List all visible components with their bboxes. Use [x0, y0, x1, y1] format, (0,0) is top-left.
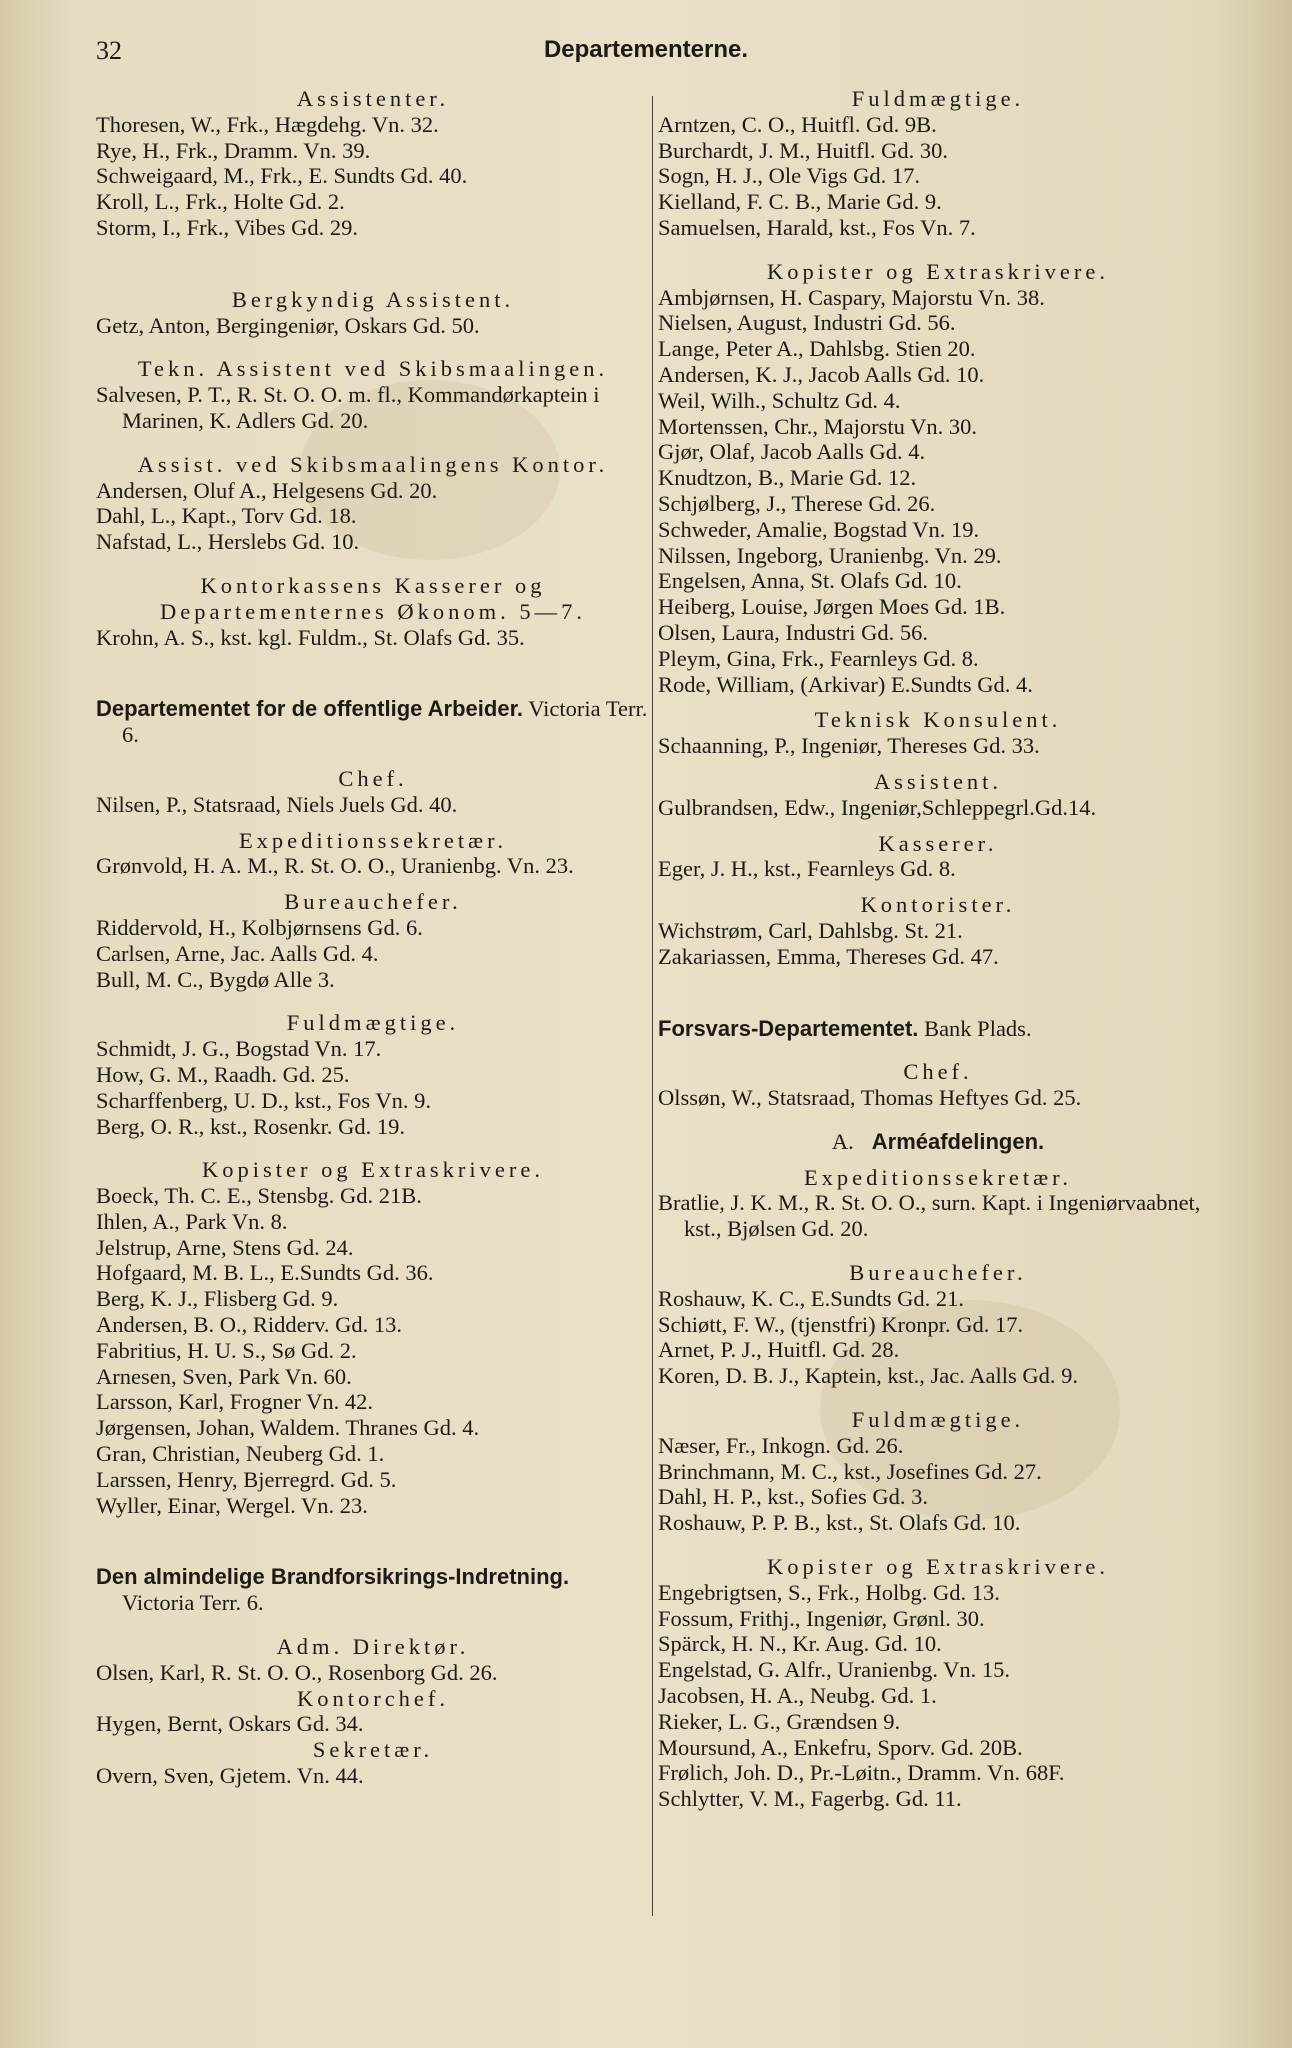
- directory-entry: Wyller, Einar, Wergel. Vn. 23.: [96, 1492, 368, 1518]
- directory-entry: Fabritius, H. U. S., Sø Gd. 2.: [96, 1337, 357, 1363]
- directory-entry: Eger, J. H., kst., Fearnleys Gd. 8.: [658, 856, 956, 882]
- section-heading: Kopister og Extraskrivere.: [766, 258, 1110, 284]
- directory-entry: Pleym, Gina, Frk., Fearnleys Gd. 8.: [658, 645, 979, 671]
- directory-entry: Roshauw, K. C., E.Sundts Gd. 21.: [658, 1285, 965, 1311]
- subdivision-heading: [658, 1129, 1218, 1155]
- spacer: [96, 555, 650, 573]
- directory-entry: Heiberg, Louise, Jørgen Moes Gd. 1B.: [658, 594, 1006, 620]
- directory-entry: Schjølberg, J., Therese Gd. 26.: [658, 490, 936, 516]
- section-heading: Sekretær.: [312, 1737, 434, 1763]
- directory-entry: Larsson, Karl, Frogner Vn. 42.: [96, 1389, 374, 1415]
- section-heading: Expeditionssekretær.: [238, 827, 508, 853]
- directory-entry: Gulbrandsen, Edw., Ingeniør,Schleppegrl.Gd.14.: [658, 794, 1097, 820]
- section-heading: Chef.: [338, 765, 408, 791]
- department-heading: [658, 1016, 1218, 1042]
- directory-entry: Schweigaard, M., Frk., E. Sundts Gd. 40.: [96, 163, 468, 189]
- directory-entry: Salvesen, P. T., R. St. O. O. m. fl., Kommandørkaptein i Marinen, K. Adlers Gd. 20.: [96, 382, 600, 433]
- directory-entry: Weil, Wilh., Schultz Gd. 4.: [658, 387, 901, 413]
- directory-entry: Grønvold, H. A. M., R. St. O. O., Uranienbg. Vn. 23.: [96, 853, 574, 879]
- directory-entry: Schiøtt, F. W., (tjenstfri) Kronpr. Gd. 17.: [658, 1311, 1024, 1337]
- spacer: [96, 992, 650, 1010]
- directory-entry: Berg, K. J., Flisberg Gd. 9.: [96, 1286, 339, 1312]
- spacer: [658, 1111, 1218, 1129]
- left-column: [96, 86, 650, 1789]
- section-heading: Kontorchef.: [296, 1685, 450, 1711]
- directory-entry: Knudtzon, B., Marie Gd. 12.: [658, 465, 917, 491]
- subdivision-letter: A.: [831, 1128, 854, 1154]
- directory-entry: Thoresen, W., Frk., Hægdehg. Vn. 32.: [96, 111, 439, 137]
- department-title: Departementet for de offentlige Arbeider.: [96, 696, 524, 722]
- directory-entry: Wichstrøm, Carl, Dahlsbg. St. 21.: [658, 917, 963, 943]
- section-heading: Fuldmægtige.: [286, 1010, 460, 1036]
- section-heading: Fuldmægtige.: [851, 1407, 1025, 1433]
- section-heading: Teknisk Konsulent.: [814, 707, 1062, 733]
- spacer: [658, 970, 1218, 1016]
- directory-entry: Rye, H., Frk., Dramm. Vn. 39.: [96, 137, 371, 163]
- directory-entry: Roshauw, P. P. B., kst., St. Olafs Gd. 10.: [658, 1510, 1021, 1536]
- section-heading: Assist. ved Skibsmaalingens Kontor.: [137, 451, 609, 477]
- directory-entry: Nafstad, L., Herslebs Gd. 10.: [96, 529, 360, 555]
- directory-entry: Schlytter, V. M., Fagerbg. Gd. 11.: [658, 1786, 962, 1812]
- directory-entry: Arntzen, C. O., Huitfl. Gd. 9B.: [658, 111, 937, 137]
- directory-entry: Rieker, L. G., Grændsen 9.: [658, 1708, 901, 1734]
- directory-entry: Hygen, Bernt, Oskars Gd. 34.: [96, 1711, 364, 1737]
- spacer: [658, 1155, 1218, 1165]
- section-heading: Kopister og Extraskrivere.: [766, 1554, 1110, 1580]
- directory-entry: Nielsen, August, Industri Gd. 56.: [658, 310, 956, 336]
- directory-entry: Boeck, Th. C. E., Stensbg. Gd. 21B.: [96, 1183, 422, 1209]
- directory-entry: Storm, I., Frk., Vibes Gd. 29.: [96, 214, 358, 240]
- directory-entry: Burchardt, J. M., Huitfl. Gd. 30.: [658, 137, 948, 163]
- directory-entry: Sogn, H. J., Ole Vigs Gd. 17.: [658, 163, 921, 189]
- directory-entry: Frølich, Joh. D., Pr.-Løitn., Dramm. Vn. 68F.: [658, 1760, 1065, 1786]
- directory-entry: Rode, William, (Arkivar) E.Sundts Gd. 4.: [658, 671, 1033, 697]
- directory-entry: Bull, M. C., Bygdø Alle 3.: [96, 966, 335, 992]
- spacer: [658, 1041, 1218, 1059]
- directory-entry: Olssøn, W., Statsraad, Thomas Heftyes Gd. 25.: [658, 1085, 1082, 1111]
- spacer: [96, 1139, 650, 1157]
- directory-entry: Fossum, Frithj., Ingeniør, Grønl. 30.: [658, 1605, 985, 1631]
- spacer: [658, 821, 1218, 831]
- directory-entry: Krohn, A. S., kst. kgl. Fuldm., St. Olafs Gd. 35.: [96, 624, 525, 650]
- directory-entry: How, G. M., Raadh. Gd. 25.: [96, 1061, 350, 1087]
- directory-entry: Andersen, K. J., Jacob Aalls Gd. 10.: [658, 361, 985, 387]
- directory-entry: Nilssen, Ingeborg, Uranienbg. Vn. 29.: [658, 542, 1002, 568]
- directory-entry: Olsen, Laura, Industri Gd. 56.: [658, 619, 928, 645]
- section-heading: Fuldmægtige.: [851, 86, 1025, 111]
- section-heading: Kontorister.: [860, 892, 1016, 918]
- spacer: [96, 879, 650, 889]
- directory-entry: Jacobsen, H. A., Neubg. Gd. 1.: [658, 1683, 937, 1709]
- directory-entry: Andersen, Oluf A., Helgesens Gd. 20.: [96, 477, 438, 503]
- directory-entry: Getz, Anton, Bergingeniør, Oskars Gd. 50.: [96, 312, 480, 338]
- directory-entry: Nilsen, P., Statsraad, Niels Juels Gd. 40.: [96, 791, 458, 817]
- directory-entry: Lange, Peter A., Dahlsbg. Stien 20.: [658, 336, 976, 362]
- directory-entry: Brinchmann, M. C., kst., Josefines Gd. 27.: [658, 1458, 1042, 1484]
- section-heading: Kasserer.: [878, 830, 998, 856]
- spacer: [658, 241, 1218, 259]
- directory-entry: Jelstrup, Arne, Stens Gd. 24.: [96, 1234, 354, 1260]
- directory-entry: Engebrigtsen, S., Frk., Holbg. Gd. 13.: [658, 1579, 1000, 1605]
- directory-entry: Berg, O. R., kst., Rosenkr. Gd. 19.: [96, 1113, 405, 1139]
- directory-entry: Dahl, H. P., kst., Sofies Gd. 3.: [658, 1484, 929, 1510]
- section-heading: Bergkyndig Assistent.: [231, 286, 515, 312]
- subdivision-name: Arméafdelingen.: [871, 1128, 1045, 1154]
- directory-entry: Arnesen, Sven, Park Vn. 60.: [96, 1363, 352, 1389]
- directory-entry: Dahl, L., Kapt., Torv Gd. 18.: [96, 503, 357, 529]
- section-heading: Chef.: [903, 1059, 973, 1085]
- directory-entry: Olsen, Karl, R. St. O. O., Rosenborg Gd. 26.: [96, 1659, 498, 1685]
- department-address: Victoria Terr. 6.: [122, 696, 648, 748]
- spacer: [96, 241, 650, 287]
- directory-entry: Bratlie, J. K. M., R. St. O. O., surn. Kapt. i Ingeniørvaabnet, kst., Bjølsen Gd. 20.: [658, 1190, 1201, 1242]
- directory-entry: Mortenssen, Chr., Majorstu Vn. 30.: [658, 413, 977, 439]
- directory-entry: Arnet, P. J., Huitfl. Gd. 28.: [658, 1337, 900, 1363]
- section-heading: Assistenter.: [296, 86, 450, 111]
- column-divider: [652, 96, 653, 1916]
- spacer: [658, 1536, 1218, 1554]
- department-title: Den almindelige Brandforsikrings-Indretning.: [96, 1564, 570, 1590]
- department-title: Forsvars-Departementet.: [658, 1015, 919, 1041]
- page-number: 32: [96, 36, 122, 65]
- section-heading: Tekn. Assistent ved Skibsmaalingen.: [137, 356, 609, 382]
- directory-entry: Jørgensen, Johan, Waldem. Thranes Gd. 4.: [96, 1415, 480, 1441]
- directory-entry: Engelsen, Anna, St. Olafs Gd. 10.: [658, 568, 962, 594]
- spacer: [96, 650, 650, 696]
- section-heading: Kontorkassens Kasserer og Departementernes Økonom. 5—7.: [160, 572, 586, 624]
- department-heading: [96, 696, 650, 748]
- spacer: [658, 697, 1218, 707]
- directory-entry: Moursund, A., Enkefru, Sporv. Gd. 20B.: [658, 1734, 1023, 1760]
- directory-entry: Schaanning, P., Ingeniør, Thereses Gd. 33.: [658, 733, 1040, 759]
- directory-entry: Spärck, H. N., Kr. Aug. Gd. 10.: [658, 1631, 942, 1657]
- running-head: Departementerne.: [543, 36, 749, 63]
- directory-entry: Larssen, Henry, Bjerregrd. Gd. 5.: [96, 1466, 397, 1492]
- section-heading: Expeditionssekretær.: [803, 1164, 1073, 1190]
- directory-entry: Kroll, L., Frk., Holte Gd. 2.: [96, 189, 345, 215]
- directory-entry: Kielland, F. C. B., Marie Gd. 9.: [658, 189, 942, 215]
- spacer: [96, 748, 650, 766]
- spacer: [96, 434, 650, 452]
- directory-entry: Hofgaard, M. B. L., E.Sundts Gd. 36.: [96, 1260, 434, 1286]
- spacer: [658, 1389, 1218, 1407]
- spacer: [96, 338, 650, 356]
- directory-entry: Ambjørnsen, H. Caspary, Majorstu Vn. 38.: [658, 284, 1045, 310]
- spacer: [96, 1616, 650, 1634]
- department-line: [658, 1016, 1218, 1042]
- department-line: [96, 696, 650, 748]
- directory-entry: Næser, Fr., Inkogn. Gd. 26.: [658, 1432, 904, 1458]
- directory-entry: Gjør, Olaf, Jacob Aalls Gd. 4.: [658, 439, 926, 465]
- section-heading: Bureauchefer.: [284, 889, 462, 915]
- spacer: [658, 1242, 1218, 1260]
- page-header: [96, 36, 1196, 72]
- section-heading: Adm. Direktør.: [276, 1634, 470, 1660]
- directory-entry: Overn, Sven, Gjetem. Vn. 44.: [96, 1763, 364, 1789]
- directory-entry: Zakariassen, Emma, Thereses Gd. 47.: [658, 943, 999, 969]
- directory-entry: Engelstad, G. Alfr., Uranienbg. Vn. 15.: [658, 1657, 1011, 1683]
- directory-entry: Samuelsen, Harald, kst., Fos Vn. 7.: [658, 214, 976, 240]
- section-heading: Bureauchefer.: [849, 1260, 1027, 1286]
- section-heading: Kopister og Extraskrivere.: [201, 1157, 545, 1183]
- directory-entry: Schmidt, J. G., Bogstad Vn. 17.: [96, 1036, 382, 1062]
- right-column: [658, 86, 1218, 1812]
- spacer: [658, 759, 1218, 769]
- directory-entry: Andersen, B. O., Ridderv. Gd. 13.: [96, 1312, 403, 1338]
- directory-entry: Koren, D. B. J., Kaptein, kst., Jac. Aalls Gd. 9.: [658, 1363, 1078, 1389]
- department-heading: [96, 1564, 650, 1616]
- directory-entry: Gran, Christian, Neuberg Gd. 1.: [96, 1441, 385, 1467]
- directory-entry: Ihlen, A., Park Vn. 8.: [96, 1208, 288, 1234]
- directory-entry: Scharffenberg, U. D., kst., Fos Vn. 9.: [96, 1087, 431, 1113]
- directory-entry: Riddervold, H., Kolbjørnsens Gd. 6.: [96, 914, 423, 940]
- spacer: [96, 1518, 650, 1564]
- directory-entry: Carlsen, Arne, Jac. Aalls Gd. 4.: [96, 940, 379, 966]
- section-heading: Assistent.: [873, 768, 1003, 794]
- department-address: Victoria Terr. 6.: [122, 1590, 264, 1616]
- department-address: Bank Plads.: [918, 1015, 1032, 1041]
- spacer: [658, 882, 1218, 892]
- department-line: [96, 1564, 650, 1590]
- directory-entry: Schweder, Amalie, Bogstad Vn. 19.: [658, 516, 980, 542]
- spacer: [96, 818, 650, 828]
